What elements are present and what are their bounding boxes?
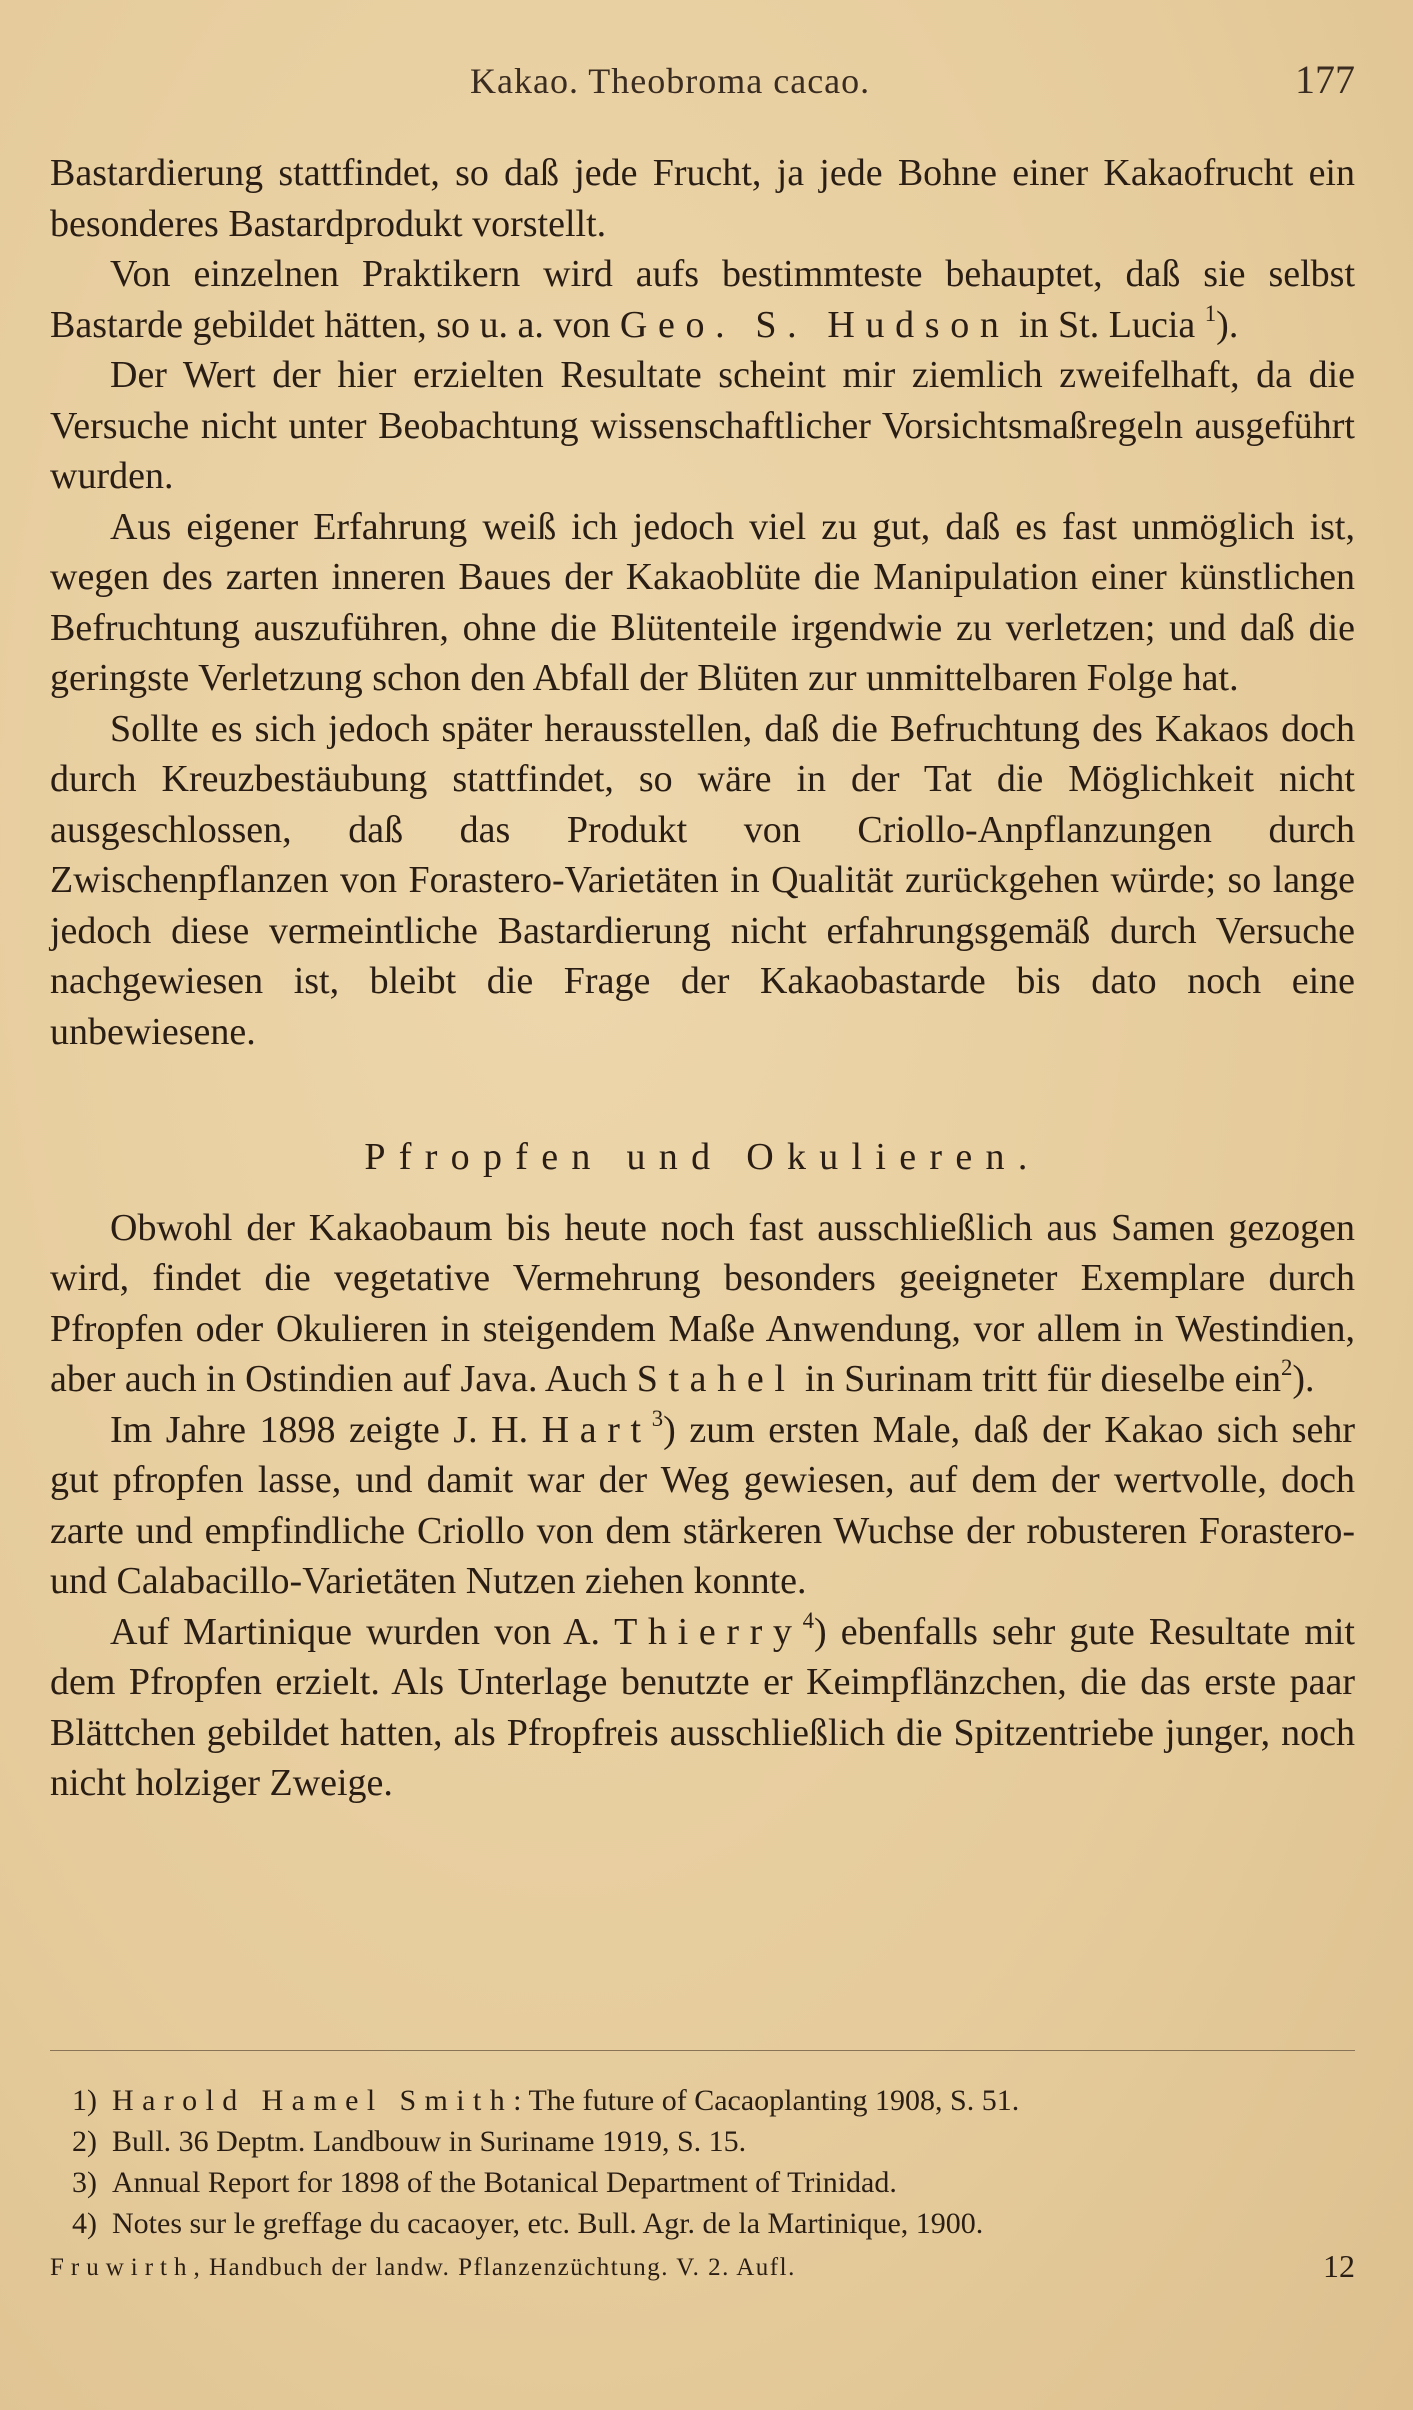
paragraph-6-text-a: Obwohl der Kakaobaum bis heute noch fast ausschließlich aus Samen gezogen wird, findet die vegetative Vermehrung besonders geeigneter Exemplare durch Pfropfen oder Okulieren in steigendem Maße Anwendung, vor allem in Westindien, aber auch in Ostindien auf Java. Auch	[50, 1206, 1355, 1400]
footnote-4	[72, 2203, 1362, 2244]
author-name-thierry: Thierry	[614, 1610, 803, 1653]
footnote-ref-2[interactable]: 2	[1280, 1355, 1293, 1381]
footnote-number: 3)	[72, 2166, 97, 2199]
footnote-number: 1)	[72, 2084, 97, 2117]
paragraph-6-text-c: ).	[1292, 1358, 1315, 1400]
footnote-3	[72, 2162, 1362, 2203]
paragraph-2-text-b: in St. Lucia	[1009, 303, 1205, 346]
paragraph-8	[50, 1607, 1355, 1809]
footnotes	[72, 2080, 1362, 2244]
running-head	[0, 52, 1413, 112]
paragraph-4: Aus eigener Erfahrung weiß ich jedoch viel zu gut, daß es fast unmöglich ist, wegen des zarten inneren Baues der Kakaoblüte die Manipulation einer künstlichen Befruchtung auszuführen, ohne die Blütenteile irgendwie zu verletzen; und daß die geringste Verletzung schon den Abfall der Blüten zur unmittelbaren Folge hat.	[50, 505, 1355, 699]
paragraph-7-text-a: Im Jahre 1898 zeigte J. H.	[110, 1408, 542, 1451]
footnote-2	[72, 2121, 1362, 2162]
footnote-divider	[50, 2050, 1355, 2051]
page-footer	[50, 2248, 1355, 2292]
footnote-1	[72, 2080, 1362, 2121]
author-name-stahel: Stahel	[636, 1358, 796, 1400]
paragraph-6	[50, 1203, 1355, 1405]
footnote-ref-4[interactable]: 4	[802, 1607, 814, 1633]
running-head-title: Kakao. Theobroma cacao.	[470, 61, 871, 101]
footnote-text: Annual Report for 1898 of the Botanical Department of Trinidad.	[112, 2166, 897, 2199]
author-name-hudson: Geo. S. Hudson	[619, 303, 1010, 346]
footer-author: Fruwirth	[50, 2254, 194, 2281]
paragraph-5: Sollte es sich jedoch später herausstellen, daß die Befruchtung des Kakaos doch durch Kreuzbestäubung stattfindet, so wäre in der Tat die Möglichkeit nicht ausgeschlossen, daß das Produkt von Criollo-Anpflanzungen durch Zwischenpflanzen von Forastero-Varietäten in Qualität zurückgehen würde; so lange jedoch diese vermeintliche Bastardierung nicht erfahrungsgemäß durch Versuche nachgewiesen ist, bleibt die Frage der Kakaobastarde bis dato noch eine unbewiesene.	[50, 707, 1355, 1053]
paragraph-8-text-b: ) ebenfalls sehr gute Resultate mit dem Pfropfen erzielt. Als Unterlage benutzte er Keimpflänzchen, die das erste paar Blättchen gebildet hatten, als Pfropfreis ausschließlich die Spitzentriebe junger, noch nicht holziger Zweige.	[50, 1610, 1355, 1804]
paragraph-7	[50, 1405, 1355, 1607]
footnote-text: Bull. 36 Deptm. Landbouw in Suriname 1919, S. 15.	[112, 2125, 747, 2158]
paragraph-2-text-a: Von einzelnen Praktikern wird aufs bestimmteste behauptet, daß sie selbst Bastarde gebildet hätten, so u. a. von	[50, 253, 1355, 346]
section-title: Pfropfen und Okulieren.	[364, 1136, 1041, 1178]
signature-mark: 12	[1323, 2248, 1355, 2284]
paragraph-2	[50, 249, 1355, 350]
paragraph-2-text-c: ).	[1216, 303, 1239, 346]
footnote-ref-3[interactable]: 3	[651, 1405, 664, 1431]
paragraph-6-text-b: in Surinam tritt für dieselbe ein	[795, 1358, 1281, 1400]
footnote-text: : The future of Cacaoplanting 1908, S. 51.	[513, 2084, 1020, 2117]
footnote-author: Harold Hamel Smith	[112, 2084, 514, 2117]
footnote-number: 2)	[72, 2125, 97, 2158]
footer-source	[50, 2254, 796, 2282]
body-text	[50, 148, 1355, 1809]
paragraph-7-text-b: ) zum ersten Male, daß der Kakao sich sehr gut pfropfen lasse, und damit war der Weg gewiesen, auf dem der wertvolle, doch zarte und empfindliche Criollo von dem stärkeren Wuchse der robusteren Forastero- und Calabacillo-Varietäten Nutzen ziehen konnte.	[50, 1408, 1355, 1602]
paragraph-8-text-a: Auf Martinique wurden von A.	[110, 1610, 615, 1653]
author-name-hart: Hart	[541, 1408, 652, 1451]
footer-title: , Handbuch der landw. Pflanzenzüchtung. V. 2. Aufl.	[193, 2254, 796, 2281]
paragraph-3: Der Wert der hier erzielten Resultate scheint mir ziemlich zweifelhaft, da die Versuche nicht unter Beobachtung wissenschaftlicher Vorsichtsmaßregeln ausgeführt wurden.	[50, 354, 1355, 497]
footnote-ref-1[interactable]: 1	[1204, 300, 1217, 326]
footnote-number: 4)	[72, 2207, 97, 2240]
paragraph-1: Bastardierung stattfindet, so daß jede Frucht, ja jede Bohne einer Kakaofrucht ein besonderes Bastardprodukt vorstellt.	[50, 152, 1355, 245]
page-number: 177	[1295, 57, 1355, 102]
footnote-text: Notes sur le greffage du cacaoyer, etc. Bull. Agr. de la Martinique, 1900.	[112, 2207, 984, 2240]
